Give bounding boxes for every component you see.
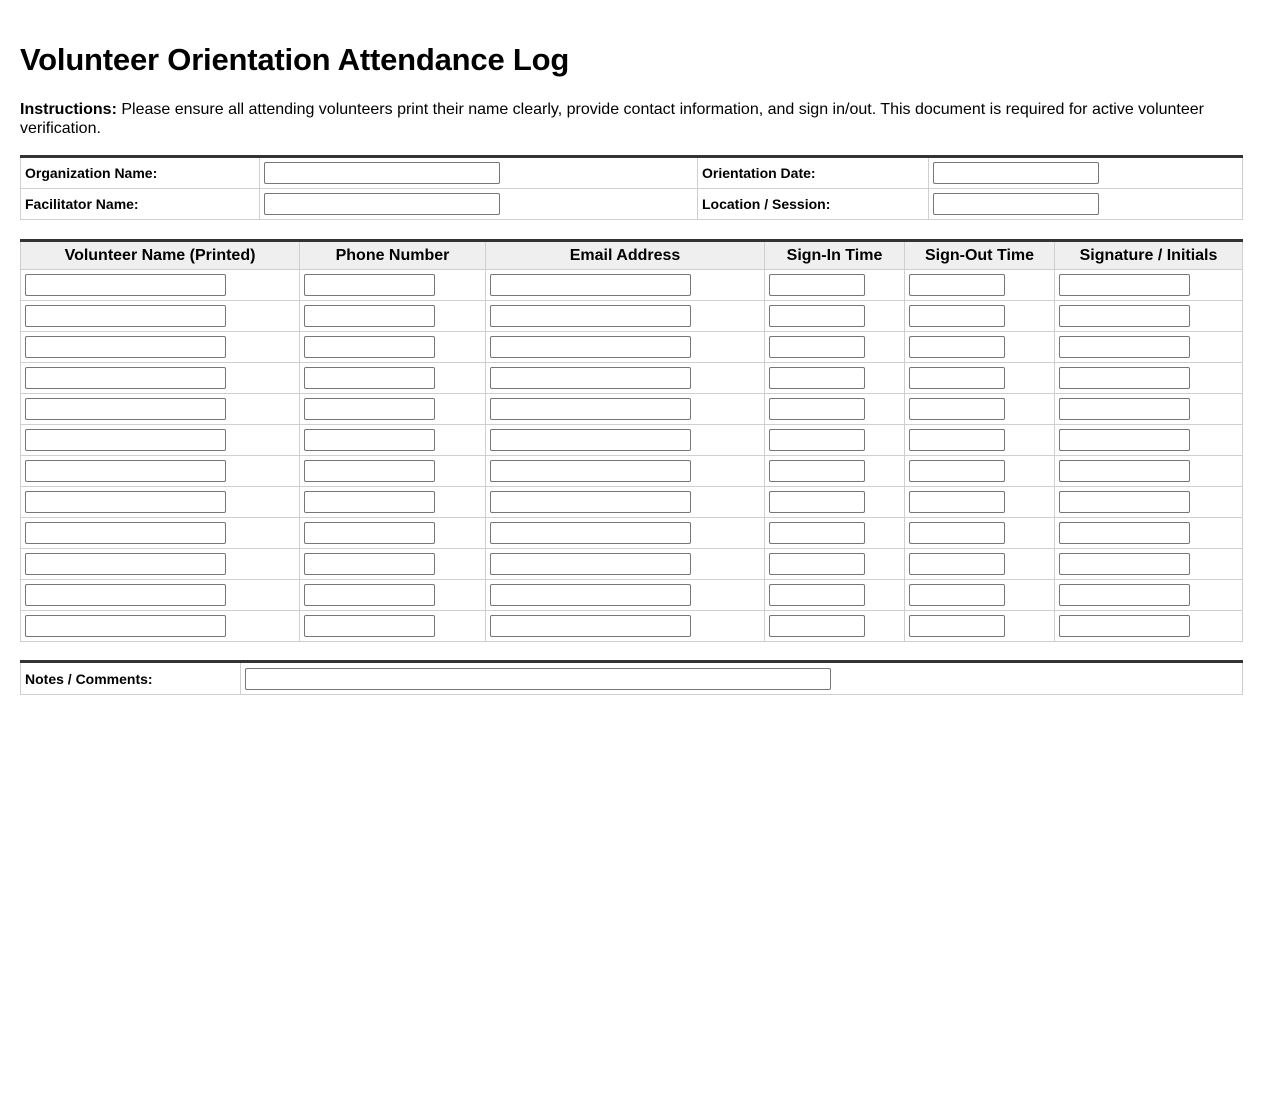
volunteer-name-input[interactable] (25, 429, 226, 451)
sign-in-time-input[interactable] (769, 429, 865, 451)
table-cell (21, 487, 300, 518)
signature-initials-input[interactable] (1059, 398, 1190, 420)
email-address-input[interactable] (490, 584, 691, 606)
sign-in-time-input[interactable] (769, 398, 865, 420)
table-cell (21, 270, 300, 301)
table-cell (905, 580, 1055, 611)
table-cell (1055, 611, 1243, 642)
info-row-1 (21, 157, 1243, 189)
volunteer-name-input[interactable] (25, 274, 226, 296)
table-row (21, 580, 1243, 611)
sign-out-time-input[interactable] (909, 522, 1005, 544)
phone-number-input[interactable] (304, 336, 435, 358)
email-address-input[interactable] (490, 615, 691, 637)
phone-number-input[interactable] (304, 615, 435, 637)
instructions (20, 100, 1242, 138)
sign-out-time-input[interactable] (909, 398, 1005, 420)
table-cell (486, 301, 765, 332)
sign-out-time-input[interactable] (909, 336, 1005, 358)
table-cell (486, 456, 765, 487)
email-address-input[interactable] (490, 553, 691, 575)
sign-out-time-input[interactable] (909, 429, 1005, 451)
table-cell (300, 580, 486, 611)
table-row (21, 301, 1243, 332)
table-row (21, 363, 1243, 394)
signature-initials-input[interactable] (1059, 553, 1190, 575)
table-cell (486, 549, 765, 580)
sign-in-time-input[interactable] (769, 553, 865, 575)
table-cell (1055, 580, 1243, 611)
phone-number-input[interactable] (304, 460, 435, 482)
volunteer-name-input[interactable] (25, 336, 226, 358)
table-cell (905, 456, 1055, 487)
email-address-input[interactable] (490, 522, 691, 544)
instructions-label: Instructions: (20, 101, 117, 118)
sign-out-time-input[interactable] (909, 584, 1005, 606)
email-address-input[interactable] (490, 398, 691, 420)
table-cell (21, 332, 300, 363)
table-row (21, 487, 1243, 518)
table-cell (765, 301, 905, 332)
table-cell (905, 425, 1055, 456)
table-cell (1055, 549, 1243, 580)
table-cell (765, 518, 905, 549)
signature-initials-input[interactable] (1059, 460, 1190, 482)
table-row (21, 332, 1243, 363)
table-cell (21, 425, 300, 456)
table-cell (21, 580, 300, 611)
info-table (20, 155, 1243, 220)
table-cell (1055, 363, 1243, 394)
volunteer-name-input[interactable] (25, 522, 226, 544)
table-cell (21, 549, 300, 580)
phone-number-input[interactable] (304, 491, 435, 513)
sign-out-time-input[interactable] (909, 367, 1005, 389)
volunteer-name-input[interactable] (25, 367, 226, 389)
table-cell (1055, 456, 1243, 487)
volunteer-name-input[interactable] (25, 398, 226, 420)
table-cell (300, 611, 486, 642)
table-row (21, 518, 1243, 549)
table-cell (905, 363, 1055, 394)
location-session-label: Location / Session: (698, 189, 929, 220)
table-cell (300, 549, 486, 580)
signature-initials-input[interactable] (1059, 615, 1190, 637)
table-cell (21, 394, 300, 425)
table-cell (1055, 425, 1243, 456)
info-row-2 (21, 189, 1243, 220)
table-cell (300, 456, 486, 487)
signature-initials-input[interactable] (1059, 584, 1190, 606)
signature-initials-input[interactable] (1059, 491, 1190, 513)
sign-out-time-input[interactable] (909, 274, 1005, 296)
table-cell (765, 363, 905, 394)
volunteer-name-input[interactable] (25, 615, 226, 637)
table-cell (486, 332, 765, 363)
phone-number-input[interactable] (304, 429, 435, 451)
phone-number-input[interactable] (304, 584, 435, 606)
sign-out-time-input[interactable] (909, 553, 1005, 575)
volunteer-name-input[interactable] (25, 305, 226, 327)
sign-out-time-input[interactable] (909, 305, 1005, 327)
organization-name-label: Organization Name: (21, 157, 260, 189)
signature-initials-input[interactable] (1059, 305, 1190, 327)
volunteer-name-input[interactable] (25, 460, 226, 482)
table-cell (765, 549, 905, 580)
table-cell (1055, 332, 1243, 363)
sign-out-time-input[interactable] (909, 460, 1005, 482)
facilitator-name-label: Facilitator Name: (21, 189, 260, 220)
sign-out-time-input[interactable] (909, 491, 1005, 513)
signature-initials-input[interactable] (1059, 429, 1190, 451)
phone-number-input[interactable] (304, 367, 435, 389)
notes-label: Notes / Comments: (21, 662, 241, 695)
table-cell (905, 332, 1055, 363)
table-cell (905, 518, 1055, 549)
phone-number-input[interactable] (304, 398, 435, 420)
table-cell (486, 270, 765, 301)
location-session-input[interactable] (933, 193, 1099, 215)
phone-number-input[interactable] (304, 522, 435, 544)
orientation-date-input[interactable] (933, 162, 1099, 184)
sign-in-time-input[interactable] (769, 615, 865, 637)
column-header-phone-number: Phone Number (300, 241, 486, 270)
table-cell (486, 518, 765, 549)
table-cell (486, 487, 765, 518)
phone-number-input[interactable] (304, 305, 435, 327)
sign-in-time-input[interactable] (769, 584, 865, 606)
table-cell (21, 611, 300, 642)
table-cell (1055, 301, 1243, 332)
column-header-volunteer-name: Volunteer Name (Printed) (21, 241, 300, 270)
sign-in-time-input[interactable] (769, 274, 865, 296)
sign-out-time-input[interactable] (909, 615, 1005, 637)
table-cell (300, 270, 486, 301)
phone-number-input[interactable] (304, 553, 435, 575)
signature-initials-input[interactable] (1059, 367, 1190, 389)
table-cell (765, 425, 905, 456)
sign-in-time-input[interactable] (769, 460, 865, 482)
table-cell (765, 487, 905, 518)
table-cell (21, 518, 300, 549)
sign-in-time-input[interactable] (769, 367, 865, 389)
table-cell (905, 301, 1055, 332)
instructions-text: Please ensure all attending volunteers print their name clearly, provide contact information, and sign in/out. This document is required for active volunteer verification. (20, 101, 1204, 137)
table-cell (300, 332, 486, 363)
volunteer-name-input[interactable] (25, 491, 226, 513)
table-cell (300, 487, 486, 518)
table-cell (765, 332, 905, 363)
table-cell (1055, 487, 1243, 518)
table-row (21, 456, 1243, 487)
table-row (21, 425, 1243, 456)
column-header-email-address: Email Address (486, 241, 765, 270)
sign-in-time-input[interactable] (769, 491, 865, 513)
email-address-input[interactable] (490, 460, 691, 482)
table-cell (300, 425, 486, 456)
email-address-input[interactable] (490, 429, 691, 451)
table-cell (486, 611, 765, 642)
page-title: Volunteer Orientation Attendance Log (20, 42, 570, 77)
table-cell (300, 301, 486, 332)
notes-table (20, 660, 1243, 695)
table-cell (300, 363, 486, 394)
table-cell (905, 549, 1055, 580)
table-cell (21, 363, 300, 394)
table-cell (905, 611, 1055, 642)
notes-row (21, 662, 1243, 695)
table-cell (765, 394, 905, 425)
table-cell (486, 580, 765, 611)
table-cell (1055, 394, 1243, 425)
table-cell (486, 394, 765, 425)
table-row (21, 611, 1243, 642)
table-row (21, 394, 1243, 425)
sign-in-time-input[interactable] (769, 305, 865, 327)
notes-input[interactable] (245, 668, 831, 690)
column-header-signature-initials: Signature / Initials (1055, 241, 1243, 270)
orientation-date-label: Orientation Date: (698, 157, 929, 189)
table-cell (765, 580, 905, 611)
table-cell (300, 394, 486, 425)
email-address-input[interactable] (490, 491, 691, 513)
sign-in-time-input[interactable] (769, 522, 865, 544)
signature-initials-input[interactable] (1059, 336, 1190, 358)
volunteer-name-input[interactable] (25, 553, 226, 575)
table-cell (21, 456, 300, 487)
table-cell (1055, 518, 1243, 549)
phone-number-input[interactable] (304, 274, 435, 296)
attendance-table (20, 239, 1243, 642)
column-header-sign-out-time: Sign-Out Time (905, 241, 1055, 270)
table-cell (486, 363, 765, 394)
table-cell (765, 611, 905, 642)
volunteer-name-input[interactable] (25, 584, 226, 606)
attendance-header-row (21, 241, 1243, 270)
attendance-rows (21, 270, 1243, 642)
table-cell (905, 394, 1055, 425)
table-cell (905, 270, 1055, 301)
email-address-input[interactable] (490, 367, 691, 389)
table-cell (300, 518, 486, 549)
table-cell (1055, 270, 1243, 301)
table-cell (765, 270, 905, 301)
table-row (21, 549, 1243, 580)
table-cell (905, 487, 1055, 518)
table-cell (765, 456, 905, 487)
email-address-input[interactable] (490, 305, 691, 327)
email-address-input[interactable] (490, 336, 691, 358)
signature-initials-input[interactable] (1059, 274, 1190, 296)
organization-name-input[interactable] (264, 162, 500, 184)
email-address-input[interactable] (490, 274, 691, 296)
table-cell (21, 301, 300, 332)
facilitator-name-input[interactable] (264, 193, 500, 215)
table-row (21, 270, 1243, 301)
column-header-sign-in-time: Sign-In Time (765, 241, 905, 270)
table-cell (486, 425, 765, 456)
signature-initials-input[interactable] (1059, 522, 1190, 544)
sign-in-time-input[interactable] (769, 336, 865, 358)
